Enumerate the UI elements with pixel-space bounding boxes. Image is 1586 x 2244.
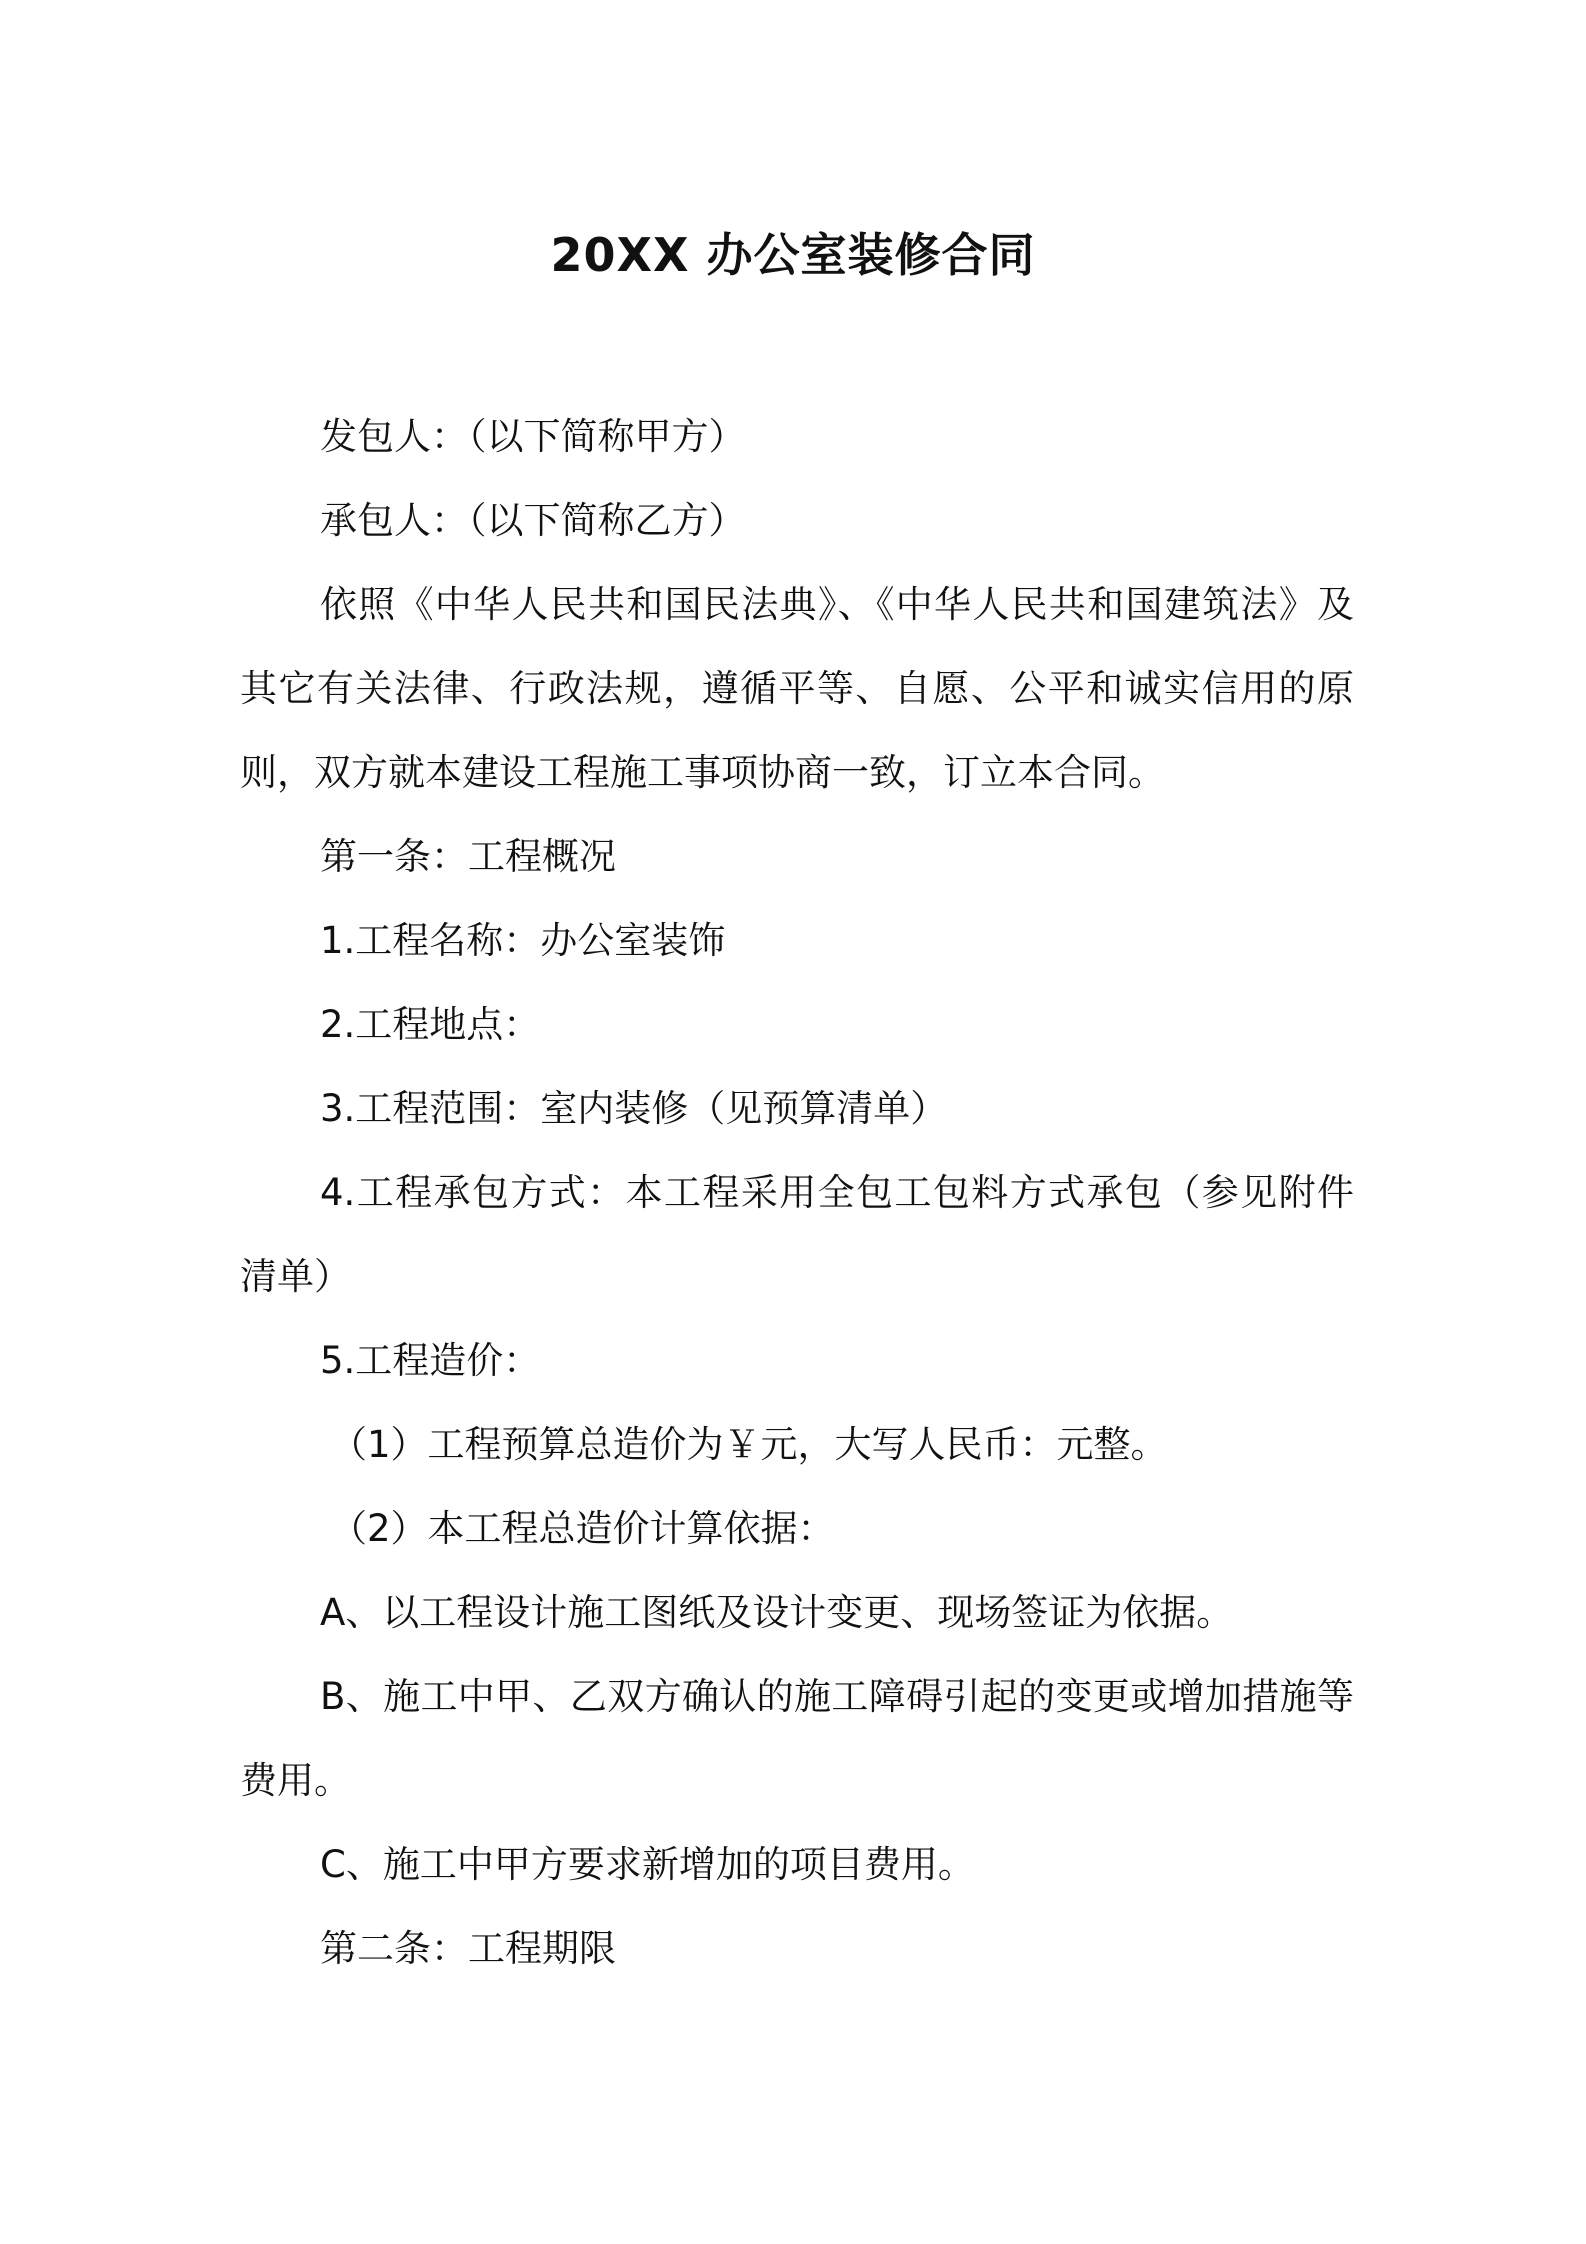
party-b-line: 承包人：（以下简称乙方）: [320, 499, 746, 542]
cost-basis-item-b: B、施工中甲、乙双方确认的施工障碍引起的变更或增加措施等费用。: [240, 1675, 1354, 1802]
project-scope-line: 3.工程范围：室内装修（见预算清单）: [320, 1087, 948, 1130]
budget-total-line: （1）工程预算总造价为￥元，大写人民币：元整。: [330, 1423, 1168, 1466]
article-one-heading: 第一条：工程概况: [320, 835, 616, 878]
document-body: [240, 395, 1354, 1991]
legal-basis-paragraph: 依照《中华人民共和国民法典》、《中华人民共和国建筑法》及其它有关法律、行政法规，遵循平等、自愿、公平和诚实信用的原则，双方就本建设工程施工事项协商一致，订立本合同。: [240, 583, 1354, 794]
project-name-line: 1.工程名称：办公室装饰: [320, 919, 726, 962]
project-cost-heading: 5.工程造价：: [320, 1339, 541, 1382]
contract-method-paragraph: 4.工程承包方式：本工程采用全包工包料方式承包（参见附件清单）: [240, 1171, 1354, 1298]
cost-basis-line: （2）本工程总造价计算依据：: [330, 1507, 835, 1550]
cost-basis-item-c: C、施工中甲方要求新增加的项目费用。: [320, 1843, 975, 1886]
party-a-line: 发包人：（以下简称甲方）: [320, 415, 746, 458]
cost-basis-item-a: A、以工程设计施工图纸及设计变更、现场签证为依据。: [320, 1591, 1234, 1634]
project-location-line: 2.工程地点：: [320, 1003, 541, 1046]
article-two-heading: 第二条：工程期限: [320, 1927, 616, 1970]
document-title: 20XX 办公室装修合同: [550, 228, 1036, 282]
